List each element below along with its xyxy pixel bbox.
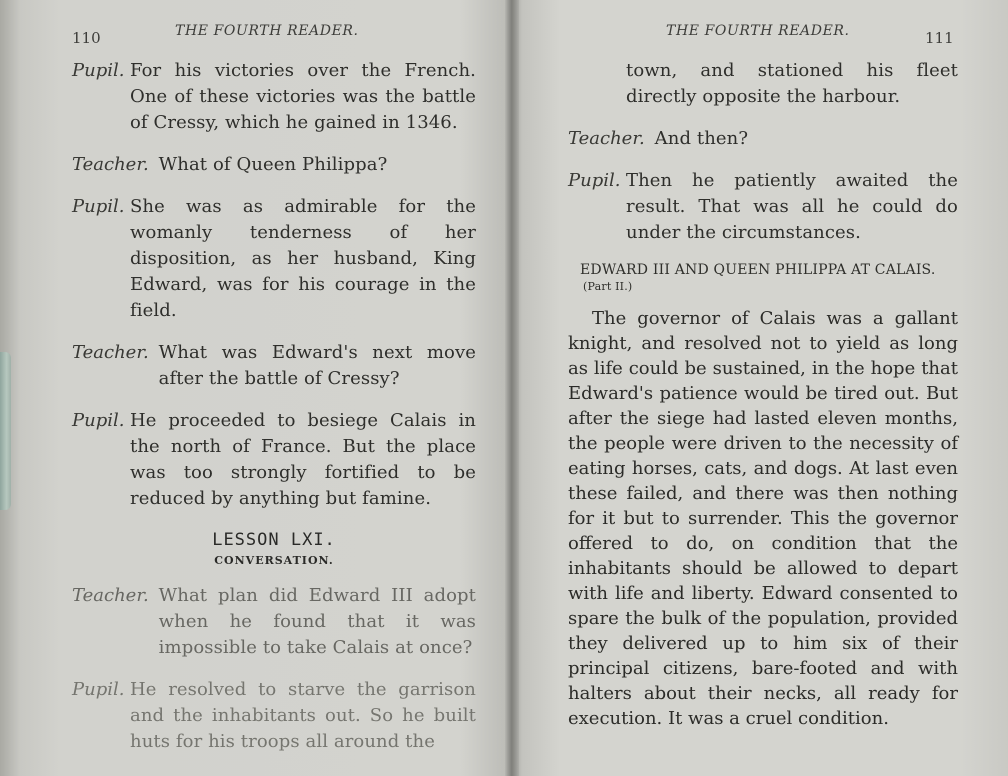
utterance-text: For his victories over the French. One of these victories was the battle of Cressy, which he gained in 1346.: [130, 60, 476, 133]
section-part-label: (Part II.): [583, 280, 633, 293]
dialogue-line: [72, 194, 476, 324]
dialogue-line: [568, 58, 958, 110]
right-page: [568, 58, 958, 731]
utterance-text: What plan did Edward III adopt when he found that it was impossible to take Calais at once?: [158, 585, 476, 658]
dialogue-line: [72, 58, 476, 136]
speaker-label: Teacher.: [72, 154, 149, 175]
dialogue-line: [568, 168, 958, 246]
dialogue-line: [72, 340, 476, 392]
utterance-text: And then?: [654, 128, 749, 149]
speaker-label: Pupil.: [72, 196, 125, 217]
utterance-text: Then he patiently awaited the result. That was all he could do under the circumstances.: [626, 170, 958, 243]
speaker-label: Teacher.: [72, 585, 149, 606]
section-heading-title: EDWARD III AND QUEEN PHILIPPA AT CALAIS.: [580, 262, 936, 278]
dialogue-line: [568, 126, 958, 152]
continuation-text: town, and stationed his fleet directly opposite the harbour.: [626, 60, 958, 107]
speaker-label: Teacher.: [568, 128, 645, 149]
lesson-title: LESSON LXI.: [212, 530, 336, 550]
dialogue-line: [72, 152, 476, 178]
utterance-text: She was as admirable for the womanly tenderness of her disposition, as her husband, King Edward, was for his courage in the field.: [130, 196, 476, 321]
utterance-text: He resolved to starve the garrison and the inhabitants out. So he built huts for his troops all around the: [130, 679, 476, 752]
speaker-label: Pupil.: [72, 60, 125, 81]
speaker-label: Pupil.: [72, 679, 125, 700]
section-heading: [580, 262, 958, 294]
page-tab: [0, 352, 11, 510]
body-paragraph: The governor of Calais was a gallant knight, and resolved not to yield as long as life could be sustained, in the hope that Edward's patience would be tired out. But after the siege had lasted eleven months, the people were driven to the necessity of eating horses, cats, and dogs. At last even these failed, and there was then nothing for it but to surrender. This the governor offered to do, on condition that the inhabitants should be allowed to depart with life and liberty. Edward consented to spare the bulk of the population, provided they delivered up to him six of their principal citizens, bare-footed and with halters about their necks, all ready for execution. It was a cruel condition.: [568, 308, 958, 729]
book-gutter: [505, 0, 519, 776]
speaker-label: Pupil.: [72, 410, 125, 431]
lesson-subtitle: CONVERSATION.: [214, 554, 334, 567]
speaker-label: Teacher.: [72, 342, 149, 363]
left-page: [72, 58, 476, 771]
dialogue-line: [72, 677, 476, 755]
dialogue-line: [72, 583, 476, 661]
running-head-right: THE FOURTH READER.: [666, 23, 850, 39]
utterance-text: What was Edward's next move after the battle of Cressy?: [158, 342, 476, 389]
utterance-text: What of Queen Philippa?: [158, 154, 388, 175]
page-number-left: 110: [72, 29, 101, 47]
page-number-right: 111: [925, 29, 954, 47]
running-head-left: THE FOURTH READER.: [175, 23, 359, 39]
speaker-label: Pupil.: [568, 170, 621, 191]
utterance-text: He proceeded to besiege Calais in the north of France. But the place was too strongly fortified to be reduced by anything but famine.: [130, 410, 476, 509]
dialogue-line: [72, 408, 476, 512]
